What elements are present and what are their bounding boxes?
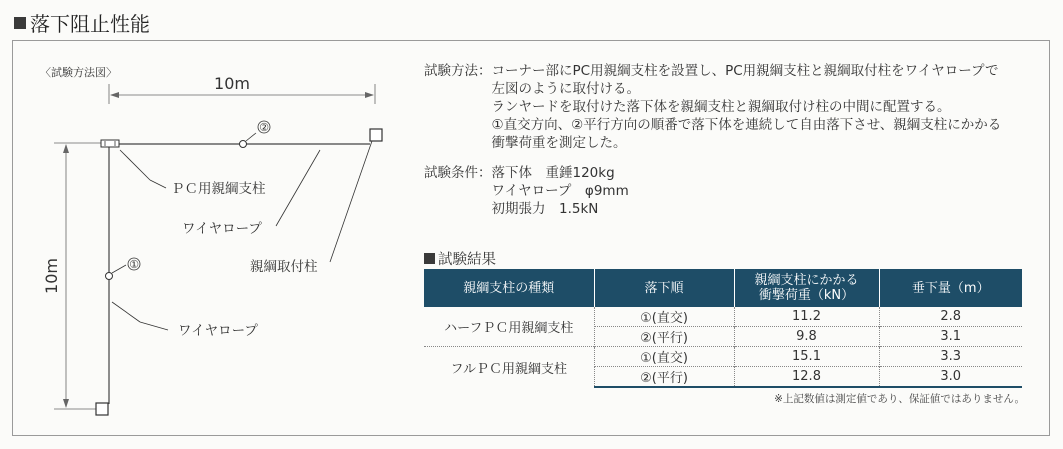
test-condition-line: 落下体 重錘120kg — [491, 165, 615, 181]
diagram-svg — [0, 0, 420, 445]
label-pc-support: ＰＣ用親綱支柱 — [171, 181, 266, 197]
sag-cell: 3.1 — [879, 327, 1022, 347]
label-wire-top: ワイヤロープ — [182, 221, 262, 237]
header-impact-load: 親綱支柱にかかる 衝撃荷重（kN） — [734, 269, 879, 307]
impact-load-cell: 12.8 — [734, 367, 879, 388]
drop-point-1-label: ① — [129, 258, 139, 271]
support-type-cell: ハーフＰＣ用親綱支柱 — [424, 307, 594, 347]
test-method-diagram — [0, 0, 420, 445]
header-support-type: 親綱支柱の種類 — [424, 269, 594, 307]
attachment-post — [370, 129, 382, 141]
test-method-label: 試験方法： — [424, 63, 492, 79]
test-method-line: コーナー部にPC用親綱支柱を設置し、PC用親綱支柱と親綱取付柱をワイヤロープで — [491, 63, 999, 79]
header-drop-order: 落下順 — [594, 269, 734, 307]
impact-load-cell: 11.2 — [734, 307, 879, 327]
test-description — [424, 62, 1001, 218]
results-header-row — [424, 269, 1022, 307]
diagram-caption: 〈試験方法図〉 — [40, 66, 117, 79]
dim-top-arrow-left — [110, 92, 119, 98]
dim-top-arrow-right — [365, 92, 374, 98]
test-method-line: 衝撃荷重を測定した。 — [491, 135, 627, 151]
dim-left-arrow-bottom — [63, 399, 69, 408]
impact-load-cell: 9.8 — [734, 327, 879, 347]
sag-cell: 3.3 — [879, 347, 1022, 367]
results-note: ※上記数値は測定値であり、保証値ではありません。 — [774, 393, 1025, 405]
table-row — [424, 347, 1022, 367]
dim-left-label: 10m — [42, 258, 61, 294]
results-table — [424, 269, 1022, 388]
test-method-line: ランヤードを取付けた落下体を親綱支柱と親綱取付け柱の中間に配置する。 — [491, 99, 951, 115]
pc-support-post — [101, 140, 119, 147]
dim-top-label: 10m — [214, 74, 250, 93]
drop-point-1 — [106, 273, 113, 280]
results-title — [424, 248, 496, 269]
test-condition-line: ワイヤロープ φ9mm — [491, 183, 629, 199]
leader-post — [330, 141, 372, 262]
leader-wire-bottom — [112, 302, 140, 322]
test-method-line: ①直交方向、②平行方向の順番で落下体を連続して自由落下させ、親綱支柱にかかる — [491, 117, 1002, 133]
results-title-text: 試験結果 — [438, 252, 496, 268]
impact-load-cell: 15.1 — [734, 347, 879, 367]
sag-cell: 2.8 — [940, 309, 962, 324]
table-row — [424, 307, 1022, 327]
support-type-cell: フルＰＣ用親綱支柱 — [424, 347, 594, 388]
drop-point-2-label: ② — [259, 121, 269, 134]
label-attachment-post: 親綱取付柱 — [250, 259, 318, 275]
square-bullet-icon — [424, 253, 435, 264]
label-wire-bottom: ワイヤロープ — [178, 323, 258, 339]
test-method-line: 左図のように取付ける。 — [491, 81, 640, 97]
drop-order-cell: ②(平行) — [594, 367, 734, 388]
sag-cell: 3.0 — [879, 367, 1022, 388]
drop-order-cell: ①(直交) — [594, 307, 734, 327]
test-method — [424, 62, 1001, 152]
section-title-text: 落下阻止性能 — [30, 12, 150, 36]
test-condition-line: 初期張力 1.5kN — [491, 201, 599, 217]
leader-wire-top — [276, 150, 320, 226]
drop-order-cell: ①(直交) — [594, 347, 734, 367]
bottom-anchor — [96, 403, 108, 415]
dim-left-arrow-top — [63, 144, 69, 153]
test-conditions-label: 試験条件： — [424, 165, 492, 181]
leader-pc — [120, 150, 150, 180]
header-sag: 垂下量（m） — [879, 269, 1022, 307]
drop-point-2 — [240, 141, 247, 148]
drop-order-cell: ②(平行) — [594, 327, 734, 347]
test-conditions — [424, 164, 1001, 218]
